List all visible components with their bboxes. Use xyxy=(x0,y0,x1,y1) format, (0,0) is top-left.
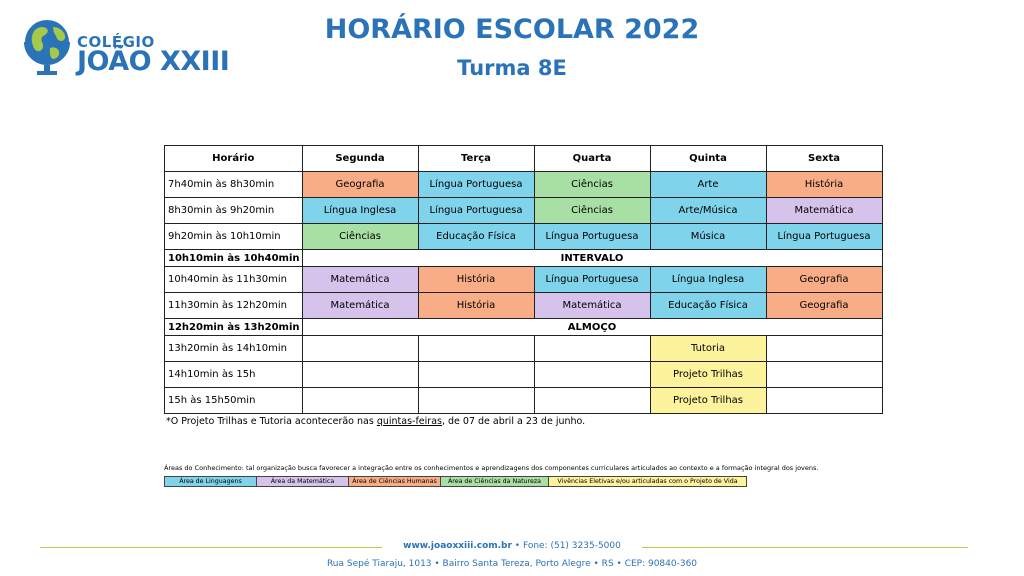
subject-cell: História xyxy=(766,172,882,198)
subject-cell: Geografia xyxy=(766,293,882,319)
note-text-after: , de 07 de abril a 23 de junho. xyxy=(441,416,586,427)
subject-cell: Língua Portuguesa xyxy=(534,267,650,293)
break-label: INTERVALO xyxy=(302,250,882,267)
subject-cell: Língua Portuguesa xyxy=(766,224,882,250)
header-quinta: Quinta xyxy=(650,146,766,172)
schedule-note xyxy=(166,416,585,427)
footer-phone: • Fone: (51) 3235-5000 xyxy=(511,541,621,551)
header-sexta: Sexta xyxy=(766,146,882,172)
subject-cell: Arte/Música xyxy=(650,198,766,224)
subject-cell xyxy=(418,388,534,414)
subject-cell xyxy=(418,336,534,362)
subject-cell xyxy=(534,362,650,388)
subject-cell: Educação Física xyxy=(418,224,534,250)
schedule-row xyxy=(165,388,883,414)
subject-cell xyxy=(534,336,650,362)
legend-matematica: Área da Matemática xyxy=(256,476,349,487)
time-cell: 14h10min às 15h xyxy=(165,362,303,388)
subject-cell: Música xyxy=(650,224,766,250)
header-segunda: Segunda xyxy=(302,146,418,172)
subject-cell xyxy=(766,388,882,414)
time-cell: 8h30min às 9h20min xyxy=(165,198,303,224)
subject-cell xyxy=(302,362,418,388)
time-cell: 9h20min às 10h10min xyxy=(165,224,303,250)
schedule-row xyxy=(165,172,883,198)
time-cell: 13h20min às 14h10min xyxy=(165,336,303,362)
legend-linguagens: Área de Linguagens xyxy=(164,476,257,487)
logo-line2: JOÃO XXIII xyxy=(77,46,230,77)
note-text-underlined: quintas-feiras xyxy=(376,416,442,427)
schedule-row xyxy=(165,362,883,388)
subject-cell: Geografia xyxy=(766,267,882,293)
note-text-before: *O Projeto Trilhas e Tutoria acontecerão nas xyxy=(166,416,377,427)
time-cell: 11h30min às 12h20min xyxy=(165,293,303,319)
header-quarta: Quarta xyxy=(534,146,650,172)
legend-natureza: Área de Ciências da Natureza xyxy=(440,476,549,487)
globe-icon xyxy=(20,13,80,77)
subject-cell: Ciências xyxy=(534,198,650,224)
subject-cell: Ciências xyxy=(534,172,650,198)
subject-cell xyxy=(302,388,418,414)
subject-cell: Geografia xyxy=(302,172,418,198)
areas-description: Áreas do Conhecimento: tal organização busca favorecer a integração entre os conhecimentos e aprendizagens dos componentes curriculares articulados ao contexto e a formação integral dos jovens. xyxy=(164,464,819,472)
legend-humanas: Área de Ciências Humanas xyxy=(348,476,441,487)
subject-cell: Matemática xyxy=(302,293,418,319)
subject-cell: Língua Portuguesa xyxy=(418,172,534,198)
schedule-row xyxy=(165,198,883,224)
subject-cell: Ciências xyxy=(302,224,418,250)
page-title: HORÁRIO ESCOLAR 2022 xyxy=(324,14,700,45)
footer-divider-left xyxy=(40,547,382,548)
subject-cell xyxy=(766,336,882,362)
subject-cell: Projeto Trilhas xyxy=(650,362,766,388)
subject-cell: Matemática xyxy=(534,293,650,319)
subject-cell xyxy=(418,362,534,388)
schedule-row xyxy=(165,224,883,250)
subject-cell: Matemática xyxy=(766,198,882,224)
time-cell: 15h às 15h50min xyxy=(165,388,303,414)
page-subtitle: Turma 8E xyxy=(457,56,567,80)
subject-cell: Língua Inglesa xyxy=(650,267,766,293)
schedule-header-row xyxy=(165,146,883,172)
areas-legend xyxy=(164,476,746,487)
subject-cell: Língua Portuguesa xyxy=(418,198,534,224)
footer-website-link[interactable]: www.joaoxxiii.com.br xyxy=(403,541,512,551)
subject-cell: Língua Inglesa xyxy=(302,198,418,224)
break-row xyxy=(165,319,883,336)
time-cell: 7h40min às 8h30min xyxy=(165,172,303,198)
subject-cell: Língua Portuguesa xyxy=(534,224,650,250)
time-cell: 10h10min às 10h40min xyxy=(165,250,303,267)
schedule-row xyxy=(165,267,883,293)
subject-cell: Arte xyxy=(650,172,766,198)
time-cell: 12h20min às 13h20min xyxy=(165,319,303,336)
subject-cell xyxy=(766,362,882,388)
break-row xyxy=(165,250,883,267)
header-horario: Horário xyxy=(165,146,303,172)
subject-cell: Matemática xyxy=(302,267,418,293)
footer-contact xyxy=(382,541,642,551)
schedule-row xyxy=(165,293,883,319)
subject-cell xyxy=(302,336,418,362)
footer-address: Rua Sepé Tiaraju, 1013 • Bairro Santa Tereza, Porto Alegre • RS • CEP: 90840-360 xyxy=(326,559,698,569)
schedule-row xyxy=(165,336,883,362)
time-cell: 10h40min às 11h30min xyxy=(165,267,303,293)
header-terca: Terça xyxy=(418,146,534,172)
legend-eletivas: Vivências Eletivas e/ou articuladas com o Projeto de Vida xyxy=(548,476,747,487)
subject-cell: Projeto Trilhas xyxy=(650,388,766,414)
school-logo xyxy=(20,13,230,77)
subject-cell: História xyxy=(418,267,534,293)
subject-cell: Educação Física xyxy=(650,293,766,319)
schedule-table xyxy=(164,145,883,414)
subject-cell: Tutoria xyxy=(650,336,766,362)
break-label: ALMOÇO xyxy=(302,319,882,336)
footer-divider-right xyxy=(642,547,968,548)
logo-line1: COLÉGIO xyxy=(77,33,155,51)
subject-cell: História xyxy=(418,293,534,319)
subject-cell xyxy=(534,388,650,414)
